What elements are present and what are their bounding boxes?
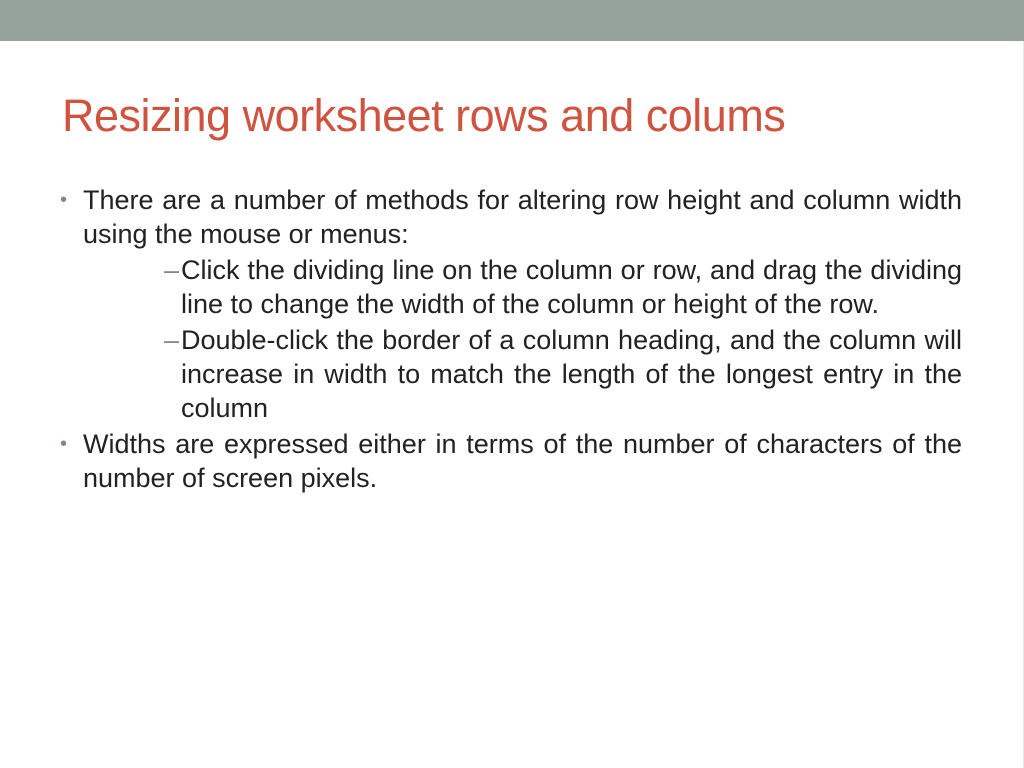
- bullet-marker: •: [60, 189, 68, 211]
- slide-body: [60, 183, 962, 497]
- bullet-item: [60, 427, 962, 495]
- sub-bullet-item: [164, 253, 962, 321]
- bullet-text: There are a number of methods for altering row height and column width using the mouse or menus:: [83, 185, 962, 249]
- sub-bullet-text: Double-click the border of a column heading, and the column will increase in width to match the length of the longest entry in the column: [181, 325, 962, 423]
- sub-bullet-marker: –: [164, 255, 180, 285]
- bullet-marker: •: [60, 433, 68, 455]
- top-band: [0, 0, 1024, 41]
- slide-title: Resizing worksheet rows and colums: [62, 90, 786, 141]
- sub-bullet-marker: –: [164, 325, 180, 355]
- sub-bullet-text: Click the dividing line on the column or row, and drag the dividing line to change the width of the column or height of the row.: [181, 255, 962, 319]
- sub-bullet-item: [164, 323, 962, 425]
- bullet-text: Widths are expressed either in terms of the number of characters of the number of screen pixels.: [83, 429, 962, 493]
- bullet-item: [60, 183, 962, 251]
